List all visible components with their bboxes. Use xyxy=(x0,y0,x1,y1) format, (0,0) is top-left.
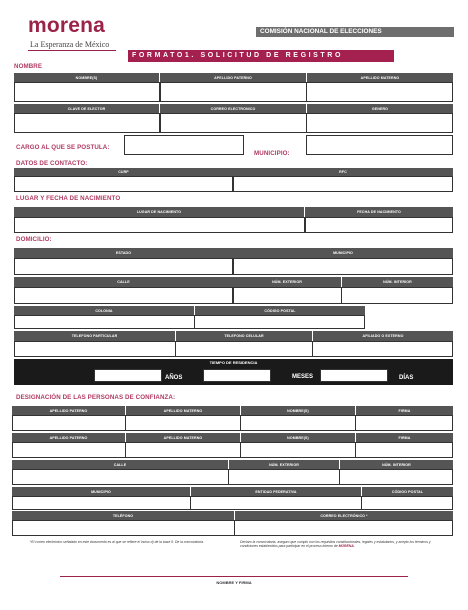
section-lugar: LUGAR Y FECHA DE NACIMIENTO xyxy=(16,195,121,202)
label-afiliado: AFILIADO O EXTERNO xyxy=(313,331,453,341)
conf-label-num-int: NÚM. INTERIOR xyxy=(340,460,453,469)
brand-logo xyxy=(28,14,105,38)
field-tel-part[interactable] xyxy=(14,341,176,357)
label-rfc: RFC xyxy=(233,168,453,176)
field-apellido-paterno[interactable] xyxy=(160,82,307,102)
signature-line xyxy=(60,576,408,577)
conf-label-num-ext: NÚM. EXTERIOR xyxy=(229,460,339,469)
field-clave-elector[interactable] xyxy=(14,113,160,133)
label-meses: MESES xyxy=(292,374,314,380)
label-apellido-paterno: APELLIDO PATERNO xyxy=(160,73,306,82)
section-cargo: CARGO AL QUE SE POSTULA: xyxy=(16,144,110,151)
label-tiempo: TIEMPO DE RESIDENCIA xyxy=(209,360,258,365)
footnote-right-brand: MORENA. xyxy=(338,544,355,549)
conf2-label-firma: FIRMA xyxy=(356,433,453,442)
conf-label-municipio: MUNICIPIO xyxy=(12,487,190,496)
label-tel-part: TELEFONO PARTICULAR xyxy=(14,331,175,341)
label-genero: GENERO xyxy=(307,104,453,113)
label-apellido-materno: APELLIDO MATERNO xyxy=(307,73,453,82)
label-colonia: COLONIA xyxy=(14,306,194,315)
conf-field-correo[interactable] xyxy=(234,520,453,536)
conf2-field-ap-materno[interactable] xyxy=(125,442,241,458)
signature-label: NOMBRE Y FIRMA xyxy=(216,580,252,585)
conf1-label-firma: FIRMA xyxy=(356,406,453,415)
label-lugar-nac: LUGAR DE NACIMIENTO xyxy=(14,207,304,217)
conf1-label-ap-paterno: APELLIDO PATERNO xyxy=(12,406,125,415)
conf1-label-ap-materno: APELLIDO MATERNO xyxy=(126,406,240,415)
label-dias: DÍAS xyxy=(399,375,414,381)
field-rfc[interactable] xyxy=(233,176,453,192)
field-fecha-nac[interactable] xyxy=(305,217,453,233)
field-genero[interactable] xyxy=(306,113,453,133)
field-tel-cel[interactable] xyxy=(175,341,313,357)
label-nombres: NOMBRE(S) xyxy=(14,73,159,82)
field-apellido-materno[interactable] xyxy=(306,82,453,102)
field-num-ext[interactable] xyxy=(233,287,342,304)
conf2-field-nombres[interactable] xyxy=(240,442,356,458)
conf-field-num-int[interactable] xyxy=(339,469,453,485)
field-cp[interactable] xyxy=(194,315,365,329)
field-afiliado[interactable] xyxy=(312,341,453,357)
label-tel-cel: TELEFONO CELULAR xyxy=(176,331,312,341)
label-estado: ESTADO xyxy=(14,248,233,258)
conf1-field-nombres[interactable] xyxy=(240,415,356,431)
label-curp: CURP xyxy=(14,168,233,176)
conf1-field-firma[interactable] xyxy=(355,415,453,431)
label-clave-elector: CLAVE DE ELECTOR xyxy=(14,104,159,113)
field-nombres[interactable] xyxy=(14,82,160,102)
label-correo: CORREO ELECTRONICO xyxy=(160,104,306,113)
conf1-label-nombres: NOMBRE(S) xyxy=(241,406,355,415)
logo-underline xyxy=(28,50,116,51)
field-calle[interactable] xyxy=(14,287,233,304)
conf-label-correo: CORREO ELECTRÓNICO * xyxy=(235,511,453,520)
conf2-label-nombres: NOMBRE(S) xyxy=(241,433,355,442)
conf-field-telefono[interactable] xyxy=(12,520,235,536)
field-anos[interactable] xyxy=(94,369,162,382)
label-municipio: MUNICIPIO xyxy=(233,248,453,258)
field-num-int[interactable] xyxy=(341,287,453,304)
conf-field-entidad[interactable] xyxy=(190,496,362,510)
conf-field-cp[interactable] xyxy=(361,496,453,510)
conf-label-cp: CÓDIGO POSTAL xyxy=(362,487,453,496)
conf2-label-ap-paterno: APELLIDO PATERNO xyxy=(12,433,125,442)
section-domicilio: DOMICILIO: xyxy=(16,236,52,243)
field-curp[interactable] xyxy=(14,176,233,192)
conf-field-municipio[interactable] xyxy=(12,496,191,510)
conf-label-entidad: ENTIDAD FEDERATIVA xyxy=(191,487,361,496)
field-meses[interactable] xyxy=(320,369,388,382)
field-estado[interactable] xyxy=(14,258,233,275)
conf-field-calle[interactable] xyxy=(12,469,229,485)
conf-field-num-ext[interactable] xyxy=(228,469,340,485)
field-municipio[interactable] xyxy=(306,135,453,155)
section-confianza: DESIGNACIÓN DE LAS PERSONAS DE CONFIANZA: xyxy=(16,394,176,401)
field-meses-spacer[interactable] xyxy=(203,369,271,382)
field-colonia[interactable] xyxy=(14,315,195,329)
footnote-right xyxy=(240,540,440,548)
label-anos: AÑOS xyxy=(165,375,183,381)
label-num-int: NÚM. INTERIOR xyxy=(342,277,453,287)
footnote-right-text: Declaro la convocatoria, aseguro que cumplo con los requisitos constitucionales, legales y estatutarios, y acepto los términos y condiciones establecidos para participar en el proceso interno de xyxy=(240,540,431,549)
commission-title: COMISIÓN NACIONAL DE ELECCIONES xyxy=(256,27,454,37)
section-contacto: DATOS DE CONTACTO: xyxy=(16,160,88,167)
label-cp: CÓDIGO POSTAL xyxy=(195,306,365,315)
field-domicilio-municipio[interactable] xyxy=(233,258,453,275)
field-lugar-nac[interactable] xyxy=(14,217,305,233)
label-fecha-nac: FECHA DE NACIMIENTO xyxy=(305,207,453,217)
section-municipio: MUNICIPIO: xyxy=(254,150,290,157)
conf2-label-ap-materno: APELLIDO MATERNO xyxy=(126,433,240,442)
label-calle: CALLE xyxy=(14,277,233,287)
brand-tagline: La Esperanza de México xyxy=(30,40,110,49)
field-correo[interactable] xyxy=(160,113,307,133)
field-cargo[interactable] xyxy=(124,135,244,155)
footnote-left: *El correo electrónico señalado en este documento es al que se refiere el inciso d) de la base 5. De la convocatoria. xyxy=(30,540,204,544)
section-nombre: NOMBRE xyxy=(14,63,43,70)
conf-label-calle: CALLE xyxy=(12,460,228,469)
conf-label-telefono: TELÉFONO xyxy=(12,511,234,520)
conf2-field-firma[interactable] xyxy=(355,442,453,458)
brand-name: morena xyxy=(28,14,106,37)
conf1-field-ap-materno[interactable] xyxy=(125,415,241,431)
format-title: FORMATO1. SOLICITUD DE REGISTRO xyxy=(128,50,394,62)
label-num-ext: NÚM. EXTERIOR xyxy=(233,277,341,287)
conf1-field-ap-paterno[interactable] xyxy=(12,415,126,431)
conf2-field-ap-paterno[interactable] xyxy=(12,442,126,458)
